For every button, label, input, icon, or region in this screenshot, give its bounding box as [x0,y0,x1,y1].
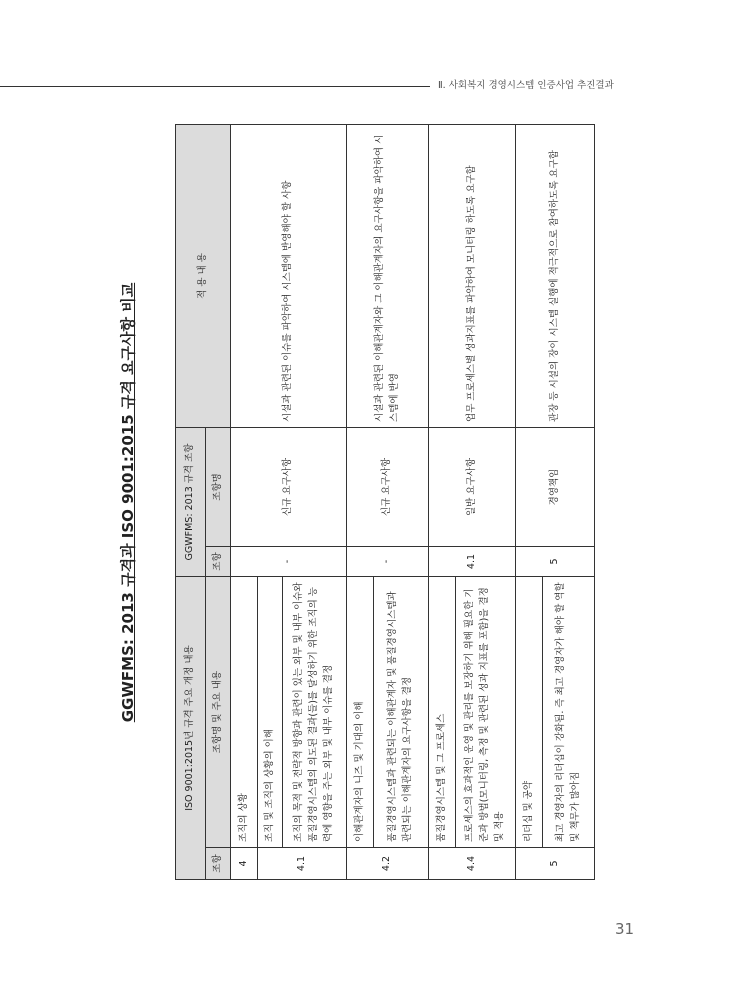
clause-4-content: 조직의 상황 [231,577,258,848]
apply-4-1: 시설과 관련된 이슈를 파악하여 시스템에 반영해야 할 사항 [231,124,347,427]
page-number: 31 [615,920,635,938]
header-g-name: 조항명 [206,427,231,546]
header-apply: 적 용 내 용 [176,124,231,427]
running-title: Ⅱ. 사회복지 경영시스템 인증사업 추진결과 [438,80,614,91]
rotated-content [117,125,630,880]
g-name-4-4: 일반 요구사항 [429,427,516,546]
clause-5-detail: 최고 경영자의 리더십이 강화됨. 즉 최고 경영자가 해야 할 역할 및 책무가 많아짐 [543,577,595,848]
clause-5-heading: 리더십 및 공약 [516,577,543,848]
header-ggwfms-group: GGWFMS: 2013 규격 조항 [176,427,206,576]
g-clause-4: - [231,547,347,577]
clause-4-1-heading: 조직 및 조직의 상황의 이해 [258,577,283,848]
clause-5: 5 [516,848,595,880]
clause-4-4: 4.4 [429,848,516,880]
clause-4-2-detail: 품질경영시스템과 관련되는 이해관계자 및 품질경영시스템과 관련되는 이해관계자의 요구사항을 결정 [374,577,429,848]
clause-4-4-heading: 품질경영시스템 및 그 프로세스 [429,577,456,848]
g-clause-4-4: 4.1 [429,547,516,577]
g-name-4-2: 신규 요구사항 [347,427,429,546]
g-clause-4-2: - [347,547,429,577]
clause-4-2-heading: 이해관계자의 니즈 및 기대의 이해 [347,577,374,848]
header-iso-group: ISO 9001:2015년 규격 주요 개정 내용 [176,577,206,880]
g-name-5: 경영책임 [516,427,595,546]
g-clause-5: 5 [516,547,595,577]
clause-4-1: 4.1 [258,848,347,880]
header-clause-content: 조항명 및 주요 내용 [206,577,231,848]
header-g-clause: 조항 [206,547,231,577]
apply-5: 관장 등 시설의 장이 시스템 실행에 적극적으로 참여하도록 요구함 [516,124,595,427]
header-rule [0,86,430,87]
clause-4-2: 4.2 [347,848,429,880]
apply-4-4: 업무 프로세스별 성과지표를 파악하여 모니터링 하도록 요구함 [429,124,516,427]
clause-4-1-detail: 조직의 목적 및 전략적 방향과 관련이 있는 외부 및 내부 이슈와 품질경영시스템의 의도된 결과(들)를 달성하기 위한 조직의 능력에 영향을 주는 외부 및 내부 이슈를 결정 [283,577,347,848]
clause-4-4-detail: 프로세스의 효과적인 운영 및 관리를 보장하기 위해 필요한 기준과 방법(모니터링, 측정 및 관련된 성과 지표를 포함)을 결정 및 적용 [456,577,516,848]
header-clause: 조항 [206,848,231,880]
g-name-4: 신규 요구사항 [231,427,347,546]
comparison-table [175,124,595,880]
clause-4: 4 [231,848,258,880]
apply-4-2: 시설과 관련된 이해관계자와 그 이해관계자의 요구사항을 파악하여 시스템에 반영 [347,124,429,427]
table-title: GGWFMS: 2013 규격과 ISO 9001:2015 규격 요구사항 비교 [119,282,137,723]
